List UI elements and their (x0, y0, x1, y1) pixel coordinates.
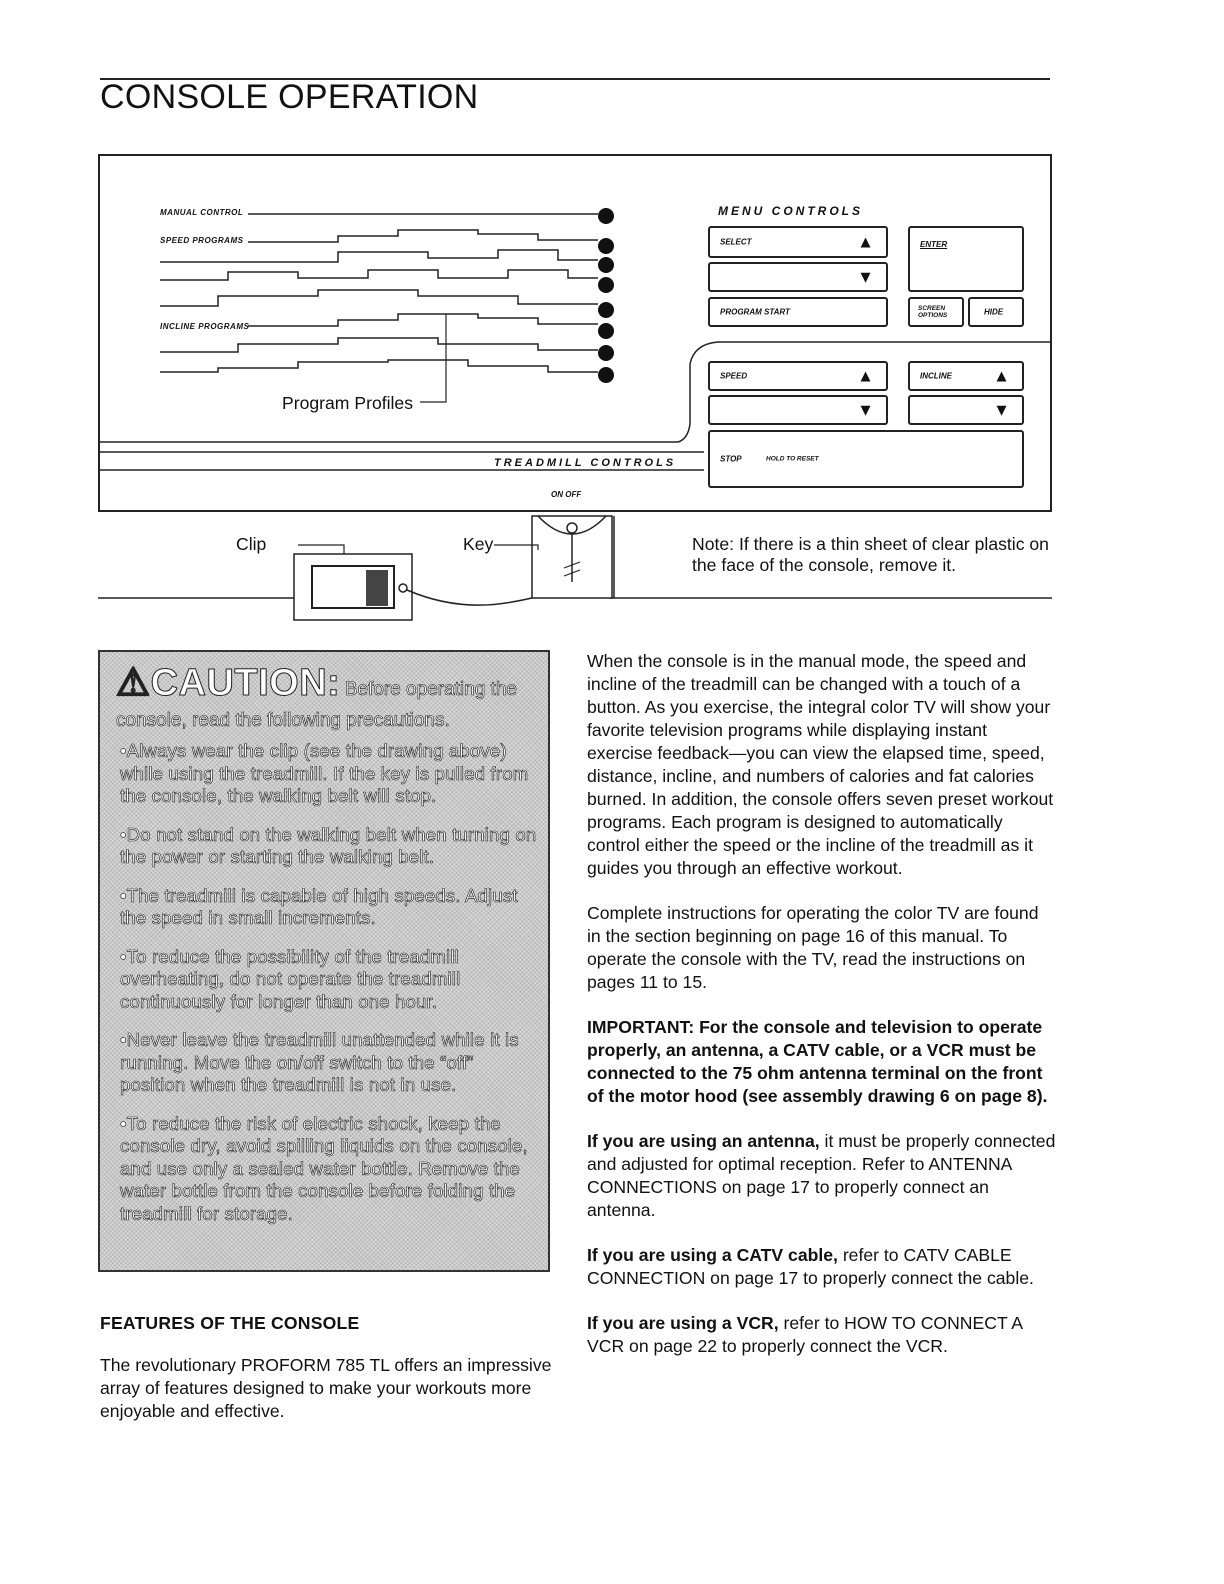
caution-item: •To reduce the possibility of the treadmill overheating, do not operate the treadmill continuously for longer than one hour. (120, 945, 461, 1012)
vcr-paragraph (587, 1312, 1057, 1358)
treadmill-controls-label: TREADMILL CONTROLS (494, 457, 677, 469)
profile-indicator-2 (598, 238, 614, 254)
clip-label: Clip (236, 534, 267, 554)
program-profiles-leader (420, 314, 446, 402)
caution-lead: Before operating the console, read the following precautions. (116, 679, 517, 731)
on-off-switch[interactable] (551, 490, 581, 499)
enter-button-label: ENTER (920, 240, 948, 249)
stop-button-label: STOP (720, 454, 742, 464)
caution-list (120, 740, 540, 1241)
important-paragraph: IMPORTANT: For the console and television to operate properly, an antenna, a CATV cable, or a VCR must be connected to the 75 ohm antenna terminal on the front of the motor hood (see assembly drawing 6 on page 8). (587, 1017, 1048, 1106)
screen-options-button[interactable] (908, 297, 964, 327)
tv-instructions-paragraph: Complete instructions for operating the color TV are found in the section beginning on page 16 of this manual. To operate the console with the TV, read the instructions on pages 11 to 15. (587, 903, 1039, 992)
caution-box (98, 650, 550, 1272)
hold-to-reset-label: HOLD TO RESET (766, 455, 819, 463)
catv-rest: refer to CATV CABLE CONNECTION on page 17 to properly connect the cable. (587, 1245, 1034, 1288)
key-icon (567, 523, 577, 533)
right-column (587, 650, 1057, 1380)
speed-up-button[interactable] (708, 361, 888, 391)
profile-line-4 (160, 270, 598, 280)
menu-controls-label: MENU CONTROLS (718, 204, 863, 218)
catv-paragraph (587, 1244, 1057, 1290)
speed-programs-label: SPEED PROGRAMS (160, 236, 244, 245)
profile-indicator-1 (598, 208, 614, 224)
caution-heading (116, 662, 536, 737)
antenna-rest: it must be properly connected and adjusted for optimal reception. Refer to ANTENNA CONNECTIONS on page 17 to properly connect an antenna. (587, 1131, 1056, 1220)
program-profiles-label: Program Profiles (282, 393, 414, 413)
incline-programs-label: INCLINE PROGRAMS (160, 322, 250, 331)
speed-button-label: SPEED (720, 371, 748, 381)
caution-word: CAUTION: (150, 662, 341, 704)
clip-pin (366, 570, 388, 606)
incline-up-button[interactable] (908, 361, 1024, 391)
manual-control-label: MANUAL CONTROL (160, 208, 244, 217)
arrow-up-icon: ▲ (857, 232, 874, 252)
key-label: Key (463, 534, 494, 554)
select-up-button[interactable] (708, 226, 888, 258)
arrow-up-icon: ▲ (993, 366, 1010, 386)
features-heading: FEATURES OF THE CONSOLE (100, 1313, 360, 1333)
switch-on-label: ON (551, 490, 563, 499)
plastic-note: Note: If there is a thin sheet of clear plastic on the face of the console, remove it. (692, 534, 1049, 575)
profile-line-8 (160, 360, 598, 372)
caution-item: •Always wear the clip (see the drawing above) while using the treadmill. If the key is pulled from the console, the walking belt will stop. (120, 740, 529, 806)
caution-item: •The treadmill is capable of high speeds. Adjust the speed in small increments. (120, 884, 518, 928)
profile-line-7 (160, 338, 598, 352)
antenna-lead: If you are using an antenna, (587, 1131, 820, 1151)
profile-indicator-4 (598, 277, 614, 293)
speed-down-button[interactable] (708, 395, 888, 425)
vcr-lead: If you are using a VCR, (587, 1313, 779, 1333)
profile-line-3 (160, 250, 598, 262)
caution-item: •Never leave the treadmill unattended while it is running. Move the on/off switch to the “off” position when the treadmill is not in use. (120, 1029, 519, 1095)
profile-line-5 (160, 290, 598, 306)
page-title: CONSOLE OPERATION (100, 78, 479, 116)
arrow-down-icon: ▼ (857, 400, 874, 420)
catv-lead: If you are using a CATV cable, (587, 1245, 838, 1265)
hide-button[interactable] (968, 297, 1024, 327)
arrow-up-icon: ▲ (857, 366, 874, 386)
arrow-down-icon: ▼ (993, 400, 1010, 420)
profile-indicator-8 (598, 367, 614, 383)
arrow-down-icon: ▼ (857, 267, 874, 287)
profile-line-6 (248, 314, 598, 326)
warning-triangle-icon: ⚠ (116, 662, 151, 704)
profile-indicator-3 (598, 257, 614, 273)
manual-mode-paragraph: When the console is in the manual mode, the speed and incline of the treadmill can be changed with a touch of a button. As you exercise, the integral color TV will show your favorite television programs while displaying instant exercise feedback—you can view the elapsed time, speed, distance, incline, and numbers of calories and fat calories burned. In addition, the console offers seven preset workout programs. Each program is designed to automatically control either the speed or the incline of the treadmill as it guides you through an effective workout. (587, 651, 1054, 878)
hide-button-label: HIDE (984, 307, 1004, 317)
screen-options-label: SCREEN OPTIONS (918, 305, 948, 319)
caution-item: •Do not stand on the walking belt when turning on the power or starting the walking belt. (120, 823, 537, 867)
features-paragraph: The revolutionary PROFORM 785 TL offers an impressive array of features designed to make your workouts more enjoyable and effective. (100, 1355, 552, 1421)
incline-button-label: INCLINE (920, 371, 952, 381)
stop-button[interactable] (708, 430, 1024, 488)
program-start-label: PROGRAM START (720, 307, 790, 317)
program-start-button[interactable] (708, 297, 888, 327)
incline-down-button[interactable] (908, 395, 1024, 425)
enter-button[interactable] (908, 226, 1024, 292)
select-down-button[interactable] (708, 262, 888, 292)
select-button-label: SELECT (720, 237, 752, 247)
profile-indicator-7 (598, 345, 614, 361)
caution-item: •To reduce the risk of electric shock, keep the console dry, avoid spilling liquids on the console, and use only a sealed water bottle. Remove the water bottle from the console before folding the treadmill for storage. (120, 1112, 528, 1224)
vcr-rest: refer to HOW TO CONNECT A VCR on page 22 to properly connect the VCR. (587, 1313, 1023, 1356)
profile-indicator-5 (598, 302, 614, 318)
antenna-paragraph (587, 1130, 1057, 1222)
profile-indicator-6 (598, 323, 614, 339)
profile-line-2 (248, 230, 598, 242)
switch-off-label: OFF (565, 490, 582, 499)
